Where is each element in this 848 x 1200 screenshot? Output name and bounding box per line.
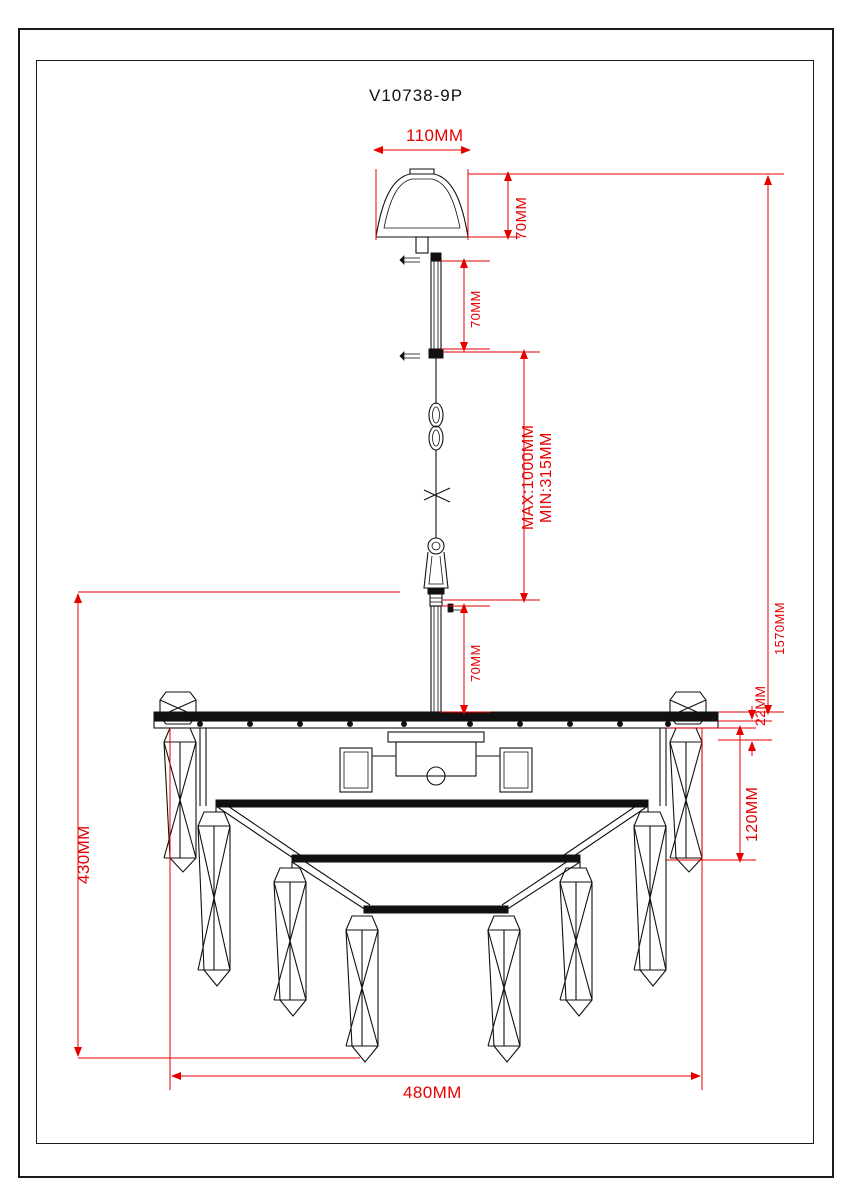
dimension-canopy-height: 70MM (513, 196, 530, 240)
dimension-tier-height: 120MM (744, 786, 761, 842)
dimension-chain-max: MAX:1000MM (520, 424, 537, 530)
dimension-chain-min: MIN:315MM (538, 432, 555, 523)
dimension-rod-upper: 70MM (468, 290, 483, 328)
dimension-plate-thickness: 22MM (752, 685, 768, 726)
dimension-canopy-width: 110MM (406, 126, 464, 145)
dimension-total-height: 1570MM (772, 602, 787, 655)
dimension-rod-lower: 70MM (468, 644, 483, 682)
dimension-overall-width: 480MM (403, 1083, 462, 1102)
dimension-body-height: 430MM (74, 825, 93, 884)
model-title: V10738-9P (369, 86, 464, 105)
